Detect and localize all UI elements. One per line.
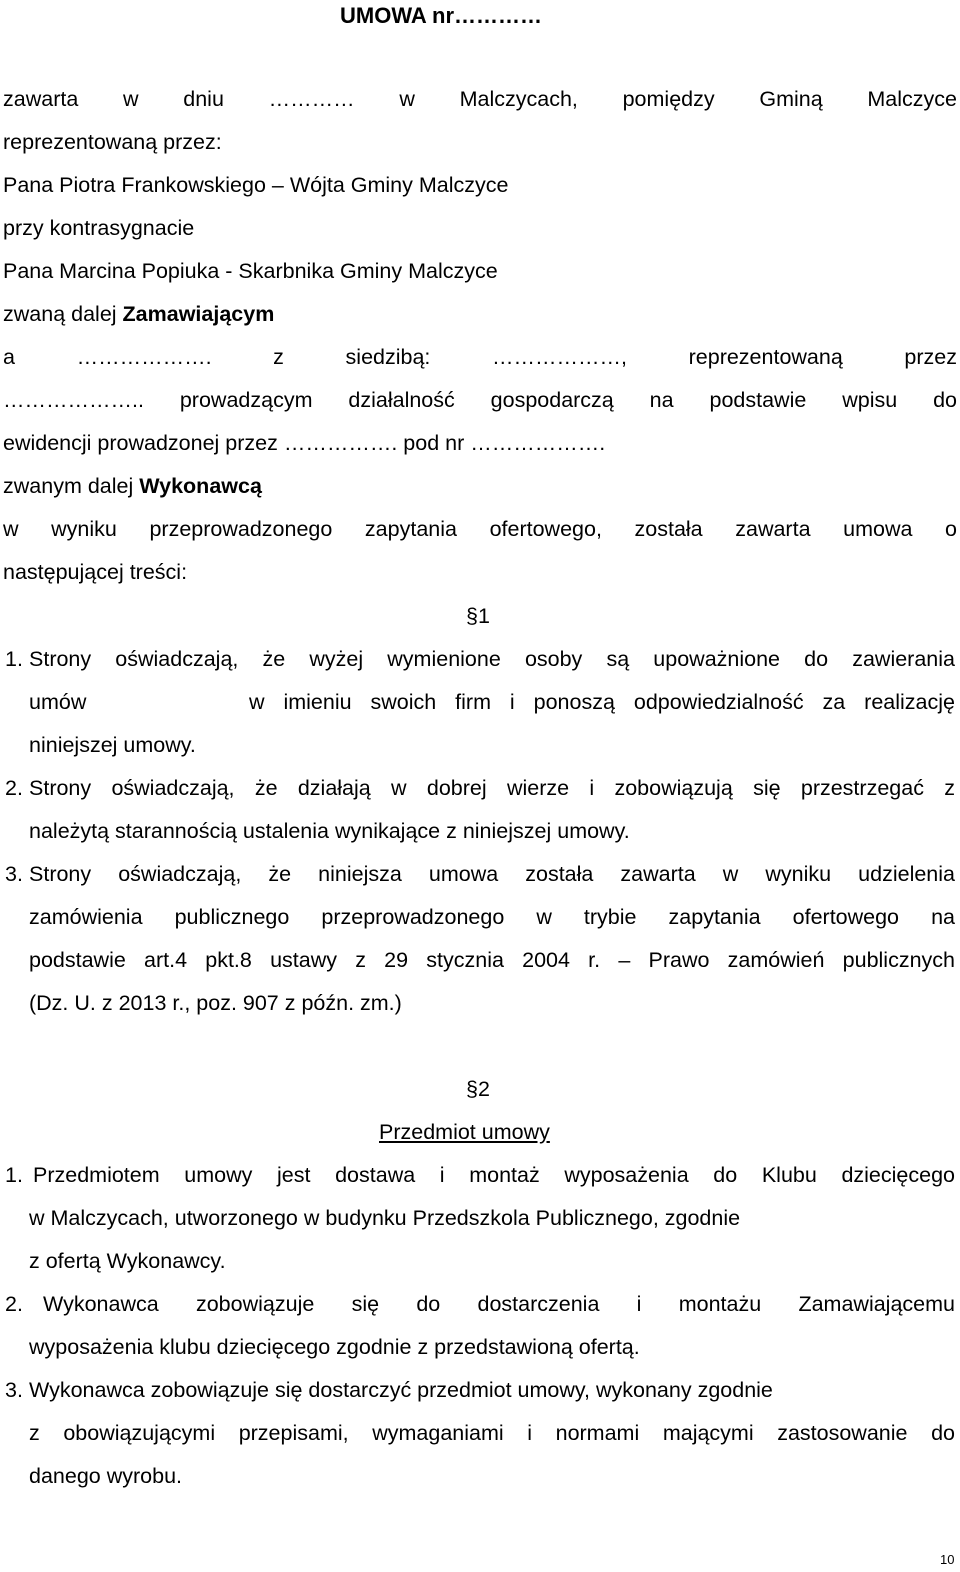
intro-line-4: przy kontrasygnacie <box>3 216 195 240</box>
s1-item-1-line-3: niniejszej umowy. <box>29 733 196 757</box>
s2-item-3-line-2: z obowiązującymi przepisami, wymaganiami i normami mającymi zastosowanie do <box>29 1421 955 1445</box>
intro-line-10 <box>3 474 262 499</box>
s1-item-1-line-1: Strony oświadczają, że wyżej wymienione osoby są upoważnione do zawierania <box>29 647 955 671</box>
intro-line-1: zawarta w dniu ………… w Malczycach, pomiędzy Gminą Malczyce <box>3 87 957 111</box>
s2-item-3-number: 3. <box>5 1378 23 1402</box>
intro-line-5: Pana Marcina Popiuka - Skarbnika Gminy Malczyce <box>3 259 498 283</box>
s1-item-1-line-2b: w imieniu swoich firm i ponoszą odpowiedzialność za realizację <box>249 690 955 714</box>
intro-line-7: a ………………. z siedzibą: ………………, reprezentowaną przez <box>3 345 957 369</box>
s2-item-1-line-2: w Malczycach, utworzonego w budynku Przedszkola Publicznego, zgodnie <box>29 1206 741 1230</box>
intro-line-12: następującej treści: <box>3 560 188 584</box>
intro-line-2: reprezentowaną przez: <box>3 130 222 154</box>
s2-item-3-line-1: Wykonawca zobowiązuje się dostarczyć przedmiot umowy, wykonany zgodnie <box>29 1378 773 1402</box>
s1-item-3-line-3: podstawie art.4 pkt.8 ustawy z 29 stycznia 2004 r. – Prawo zamówień publicznych <box>29 948 955 972</box>
section-2-subheading: Przedmiot umowy <box>379 1120 550 1144</box>
s1-item-3-number: 3. <box>5 862 23 886</box>
intro-line-11: w wyniku przeprowadzonego zapytania ofertowego, została zawarta umowa o <box>3 517 957 541</box>
intro-line-3: Pana Piotra Frankowskiego – Wójta Gminy Malczyce <box>3 173 509 197</box>
intro-line-6 <box>3 302 274 327</box>
document-title: UMOWA nr………… <box>340 3 543 28</box>
section-2-heading: §2 <box>466 1077 490 1101</box>
s2-item-2-line-1: Wykonawca zobowiązuje się do dostarczenia i montażu Zamawiającemu <box>43 1292 955 1316</box>
intro-line-8: ……………….. prowadzącym działalność gospodarczą na podstawie wpisu do <box>3 388 957 412</box>
s2-item-2-line-2: wyposażenia klubu dziecięcego zgodnie z przedstawioną ofertą. <box>29 1335 640 1359</box>
wykonawca-label: Wykonawcą <box>139 474 262 498</box>
s1-item-2-line-2: należytą starannością ustalenia wynikające z niniejszej umowy. <box>29 819 630 843</box>
s2-item-2-number: 2. <box>5 1292 23 1316</box>
s2-item-1-line-1: Przedmiotem umowy jest dostawa i montaż wyposażenia do Klubu dziecięcego <box>33 1163 955 1187</box>
s1-item-3-line-4: (Dz. U. z 2013 r., poz. 907 z późn. zm.) <box>29 991 402 1015</box>
intro-line-10-prefix: zwanym dalej <box>3 474 140 498</box>
s2-item-3-line-3: danego wyrobu. <box>29 1464 182 1488</box>
intro-line-6-prefix: zwaną dalej <box>3 302 123 326</box>
section-1-heading: §1 <box>466 604 490 628</box>
s1-item-3-line-1: Strony oświadczają, że niniejsza umowa została zawarta w wyniku udzielenia <box>29 862 955 886</box>
s1-item-2-number: 2. <box>5 776 23 800</box>
s1-item-1-number: 1. <box>5 647 23 671</box>
s1-item-3-line-2: zamówienia publicznego przeprowadzonego w trybie zapytania ofertowego na <box>29 905 955 929</box>
s1-item-1-line-2a: umów <box>29 690 87 714</box>
s2-item-1-number: 1. <box>5 1163 23 1187</box>
s1-item-2-line-1: Strony oświadczają, że działają w dobrej wierze i zobowiązują się przestrzegać z <box>29 776 955 800</box>
page-number: 10 <box>940 1552 955 1567</box>
s2-item-1-line-3: z ofertą Wykonawcy. <box>29 1249 226 1273</box>
intro-line-9: ewidencji prowadzonej przez ……………. pod nr ………………. <box>3 431 606 455</box>
zamawiajacy-label: Zamawiającym <box>122 302 275 326</box>
